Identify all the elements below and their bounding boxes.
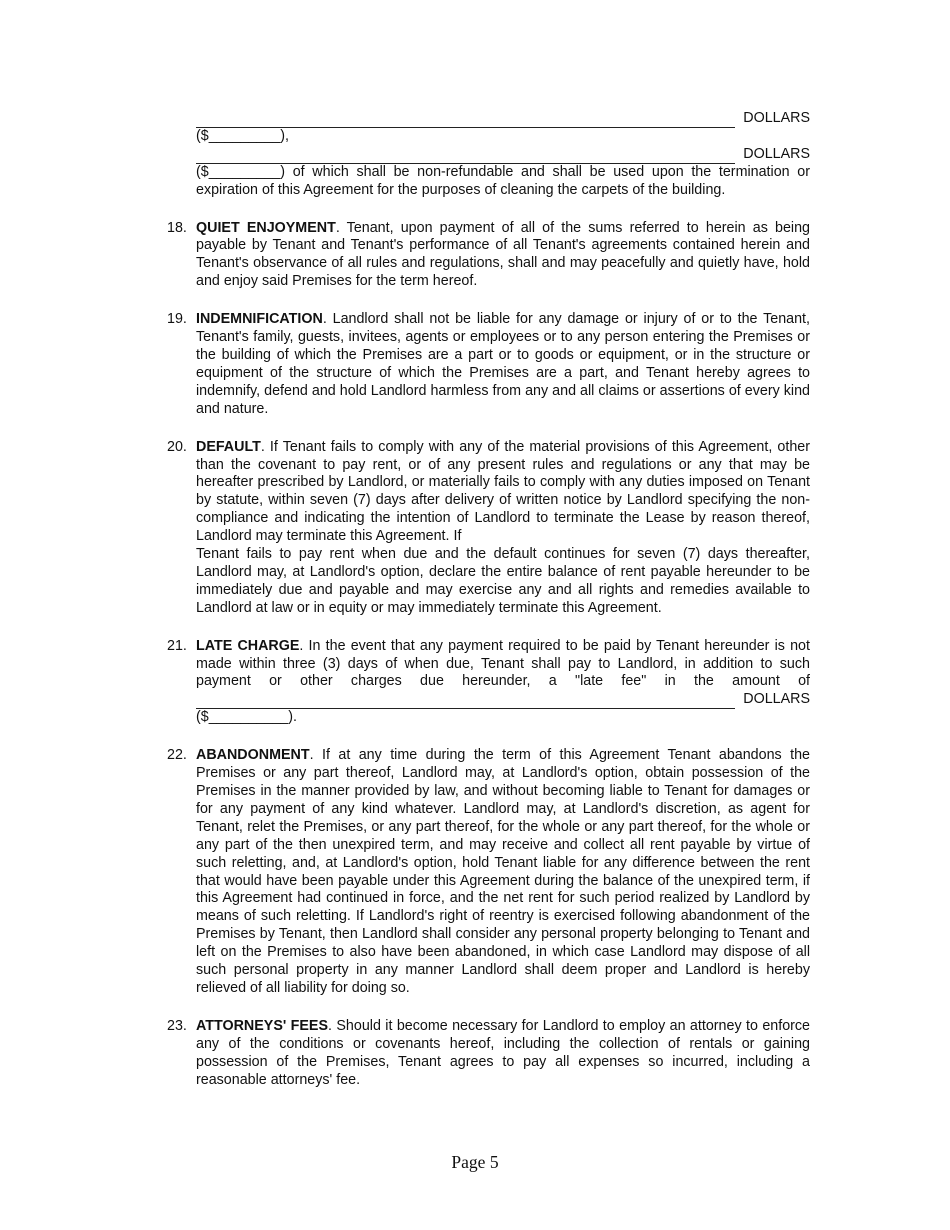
clause-abandonment (167, 747, 810, 998)
late-fee-dollars-line (196, 691, 810, 709)
dollars-label: DOLLARS (743, 145, 810, 162)
clause-number: 19. (167, 311, 187, 328)
carpet-cleaning-paragraph (196, 164, 810, 200)
amount-paren: ($__________). (196, 709, 297, 726)
clause-number: 20. (167, 438, 187, 455)
document-body (167, 110, 811, 1090)
amount-paren: ($_________), (196, 127, 290, 144)
dollars-label: DOLLARS (743, 691, 810, 708)
clause-number: 21. (167, 637, 187, 654)
clause-body: . Should it become necessary for Landlord to employ an attorney to enforce any of the conditions or covenants hereof, including the collection of rentals or gaining possession of the Premises, Tenant agrees to pay all expenses so incurred, including a reasonable attorneys' fee. (196, 1017, 811, 1088)
clause-body: . If Tenant fails to comply with any of the material provisions of this Agreement, other than the covenant to pay rent, or of any present rules and regulations or any that may be hereafter prescribed by Landlord, or materially fails to comply with any duties imposed on Tenant by statute, within seven (7) days after delivery of written notice by Landlord specifying the non-compliance and indicating the intention of Landlord to terminate the Lease by reason thereof, Landlord may terminate this Agreement. If (196, 438, 810, 545)
dollars-line-2 (196, 146, 810, 164)
clause-number: 22. (167, 747, 187, 764)
clause-body: . If at any time during the term of this Agreement Tenant abandons the Premises or any part thereof, Landlord may, at Landlord's option, obtain possession of the Premises in the manner provided by law, and without becoming liable to Tenant for damages or for any payment of any kind whatever. Landlord may, at Landlord's discretion, as agent for Tenant, relet the Premises, or any part thereof, for the whole or any part thereof, for the whole or any part of the then unexpired term, and may receive and collect all rent payable by virtue of such reletting, and, at Landlord's option, hold Tenant liable for any difference between the rent that would have been payable under this Agreement during the balance of the unexpired term, if this Agreement had continued in force, and the net rent for such period realized by Landlord by means of such reletting. If Landlord's right of reentry is exercised following abandonment of the Premises by Tenant, then Landlord shall consider any personal property belonging to Tenant and left on the Premises to also have been abandoned, in which case Landlord may dispose of all such personal property in any manner Landlord shall deem proper and Landlord is hereby relieved of all liability for doing so. (196, 747, 810, 996)
clause-title: LATE CHARGE (196, 637, 300, 654)
clause-title: ATTORNEYS' FEES (196, 1017, 328, 1034)
amount-paren: ($_________) (196, 163, 286, 180)
clause-body: . In the event that any payment required to be paid by Tenant hereunder is not made within three (3) days of when due, Tenant shall pay to Landlord, in addition to such payment or other charges due hereunder, a "late fee" in the amount of (196, 637, 810, 690)
clause-text (167, 637, 810, 692)
late-fee-blank-line (196, 694, 735, 709)
clause-number: 23. (167, 1017, 187, 1034)
clause-title: DEFAULT (196, 438, 261, 455)
clause-title: INDEMNIFICATION (196, 311, 323, 328)
clause-attorneys-fees (167, 1017, 811, 1090)
clause-number: 18. (167, 219, 187, 236)
amount-blank-line (196, 149, 735, 164)
clause-quiet-enjoyment (167, 219, 810, 292)
clause-body-continued: Tenant fails to pay rent when due and the default continues for seven (7) days thereafter, Landlord may, at Landlord's option, declare the entire balance of rent payable hereunder to be immediately due and payable and may exercise any and all rights and remedies available to Landlord at law or in equity or may immediately terminate this Agreement. (196, 546, 810, 616)
clause-default (167, 438, 810, 618)
clause-title: ABANDONMENT (196, 747, 310, 764)
clause-body: . Landlord shall not be liable for any damage or injury of or to the Tenant, Tenant's family, guests, invitees, agents or employees or to any person entering the Premises or the building of which the Premises are a part or to goods or equipment, or in the structure or equipment of the structure of which the Premises are a part, and Tenant hereby agrees to indemnify, defend and hold Landlord harmless from any and all claims or assertions of every kind and nature. (196, 311, 810, 417)
dollars-label: DOLLARS (743, 110, 810, 126)
clause-late-charge (167, 637, 810, 728)
page-number: Page 5 (451, 1152, 499, 1172)
amount-blank-line (196, 113, 735, 128)
clause-indemnification (167, 311, 810, 418)
paragraph-text: of which shall be non-refundable and shall be used upon the termination or expiration of this Agreement for the purposes of cleaning the carpets of the building. (196, 163, 810, 198)
clause-title: QUIET ENJOYMENT (196, 219, 336, 236)
clause-body: . Tenant, upon payment of all of the sums referred to herein as being payable by Tenant and Tenant's performance of all Tenant's agreements contained herein and Tenant's observance of all rules and regulations, shall and may peacefully and quietly have, hold and enjoy said Premises for the term hereof. (196, 219, 810, 290)
dollars-line-1 (196, 110, 810, 128)
